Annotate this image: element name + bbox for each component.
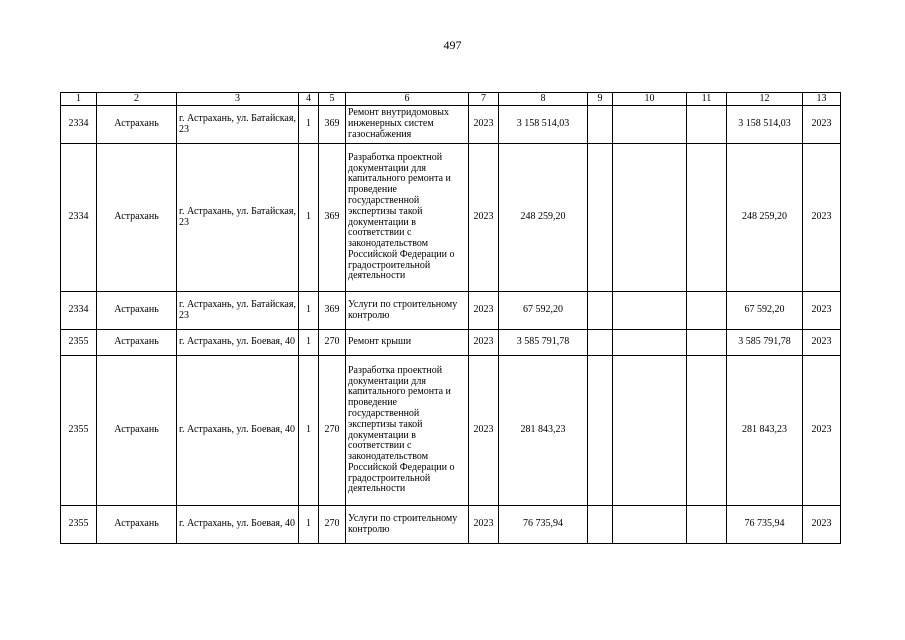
- cell-year-end: 2023: [803, 292, 841, 330]
- column-header: 8: [499, 93, 588, 106]
- table-row: [61, 506, 841, 544]
- cell-col10: [613, 144, 687, 292]
- cell-address: г. Астрахань, ул. Батайская, 23: [177, 144, 299, 292]
- table-row: [61, 356, 841, 506]
- cell-total: 281 843,23: [727, 356, 803, 506]
- column-header: 4: [299, 93, 319, 106]
- cell-amount: 248 259,20: [499, 144, 588, 292]
- cell-col10: [613, 356, 687, 506]
- cell-col9: [588, 356, 613, 506]
- cell-city: Астрахань: [97, 506, 177, 544]
- cell-total: 67 592,20: [727, 292, 803, 330]
- cell-city: Астрахань: [97, 292, 177, 330]
- cell-year: 2023: [469, 144, 499, 292]
- cell-work-type: Услуги по строительному контролю: [346, 506, 469, 544]
- cell-year: 2023: [469, 506, 499, 544]
- cell-city: Астрахань: [97, 106, 177, 144]
- column-header: 7: [469, 93, 499, 106]
- table-row: [61, 144, 841, 292]
- cell-col9: [588, 506, 613, 544]
- cell-work-type: Ремонт крыши: [346, 330, 469, 356]
- column-header: 11: [687, 93, 727, 106]
- cell-address: г. Астрахань, ул. Боевая, 40: [177, 356, 299, 506]
- column-header: 3: [177, 93, 299, 106]
- cell-col11: [687, 106, 727, 144]
- cell-address: г. Астрахань, ул. Батайская, 23: [177, 292, 299, 330]
- column-header: 9: [588, 93, 613, 106]
- cell-col10: [613, 292, 687, 330]
- cell-year: 2023: [469, 356, 499, 506]
- cell-amount: 281 843,23: [499, 356, 588, 506]
- cell-amount: 76 735,94: [499, 506, 588, 544]
- cell-year-end: 2023: [803, 144, 841, 292]
- cell-year-end: 2023: [803, 356, 841, 506]
- cell-col4: 1: [299, 144, 319, 292]
- cell-col5: 369: [319, 292, 346, 330]
- cell-address: г. Астрахань, ул. Боевая, 40: [177, 330, 299, 356]
- cell-id: 2334: [61, 106, 97, 144]
- cell-address: г. Астрахань, ул. Батайская, 23: [177, 106, 299, 144]
- cell-col10: [613, 106, 687, 144]
- cell-total: 76 735,94: [727, 506, 803, 544]
- cell-col5: 270: [319, 330, 346, 356]
- column-header: 1: [61, 93, 97, 106]
- cell-col4: 1: [299, 330, 319, 356]
- table-header-row: [61, 93, 841, 106]
- cell-year: 2023: [469, 106, 499, 144]
- cell-address: г. Астрахань, ул. Боевая, 40: [177, 506, 299, 544]
- cell-col11: [687, 292, 727, 330]
- cell-year: 2023: [469, 292, 499, 330]
- column-header: 13: [803, 93, 841, 106]
- column-header: 6: [346, 93, 469, 106]
- cell-year-end: 2023: [803, 106, 841, 144]
- column-header: 10: [613, 93, 687, 106]
- cell-work-type: Услуги по строительному контролю: [346, 292, 469, 330]
- cell-col11: [687, 506, 727, 544]
- cell-col11: [687, 330, 727, 356]
- cell-total: 248 259,20: [727, 144, 803, 292]
- cell-col4: 1: [299, 356, 319, 506]
- cell-col5: 369: [319, 144, 346, 292]
- cell-col5: 270: [319, 356, 346, 506]
- cell-year-end: 2023: [803, 330, 841, 356]
- cell-total: 3 158 514,03: [727, 106, 803, 144]
- column-header: 12: [727, 93, 803, 106]
- cell-id: 2355: [61, 356, 97, 506]
- cell-col11: [687, 356, 727, 506]
- page-number: 497: [443, 38, 462, 52]
- cell-year-end: 2023: [803, 506, 841, 544]
- cell-id: 2355: [61, 506, 97, 544]
- table-row: [61, 292, 841, 330]
- cell-col4: 1: [299, 292, 319, 330]
- cell-amount: 3 158 514,03: [499, 106, 588, 144]
- cell-col5: 369: [319, 106, 346, 144]
- table-row: [61, 330, 841, 356]
- cell-col9: [588, 292, 613, 330]
- cell-amount: 3 585 791,78: [499, 330, 588, 356]
- cell-id: 2334: [61, 144, 97, 292]
- cell-id: 2355: [61, 330, 97, 356]
- cell-work-type: Разработка проектной документации для капитального ремонта и проведение государственной экспертизы такой документации в соответствии с законодательством Российской Федерации о градостроительной деятельности: [346, 356, 469, 506]
- cell-work-type: Разработка проектной документации для капитального ремонта и проведение государственной экспертизы такой документации в соответствии с законодательством Российской Федерации о градостроительной деятельности: [346, 144, 469, 292]
- cell-city: Астрахань: [97, 330, 177, 356]
- cell-city: Астрахань: [97, 144, 177, 292]
- cell-col9: [588, 144, 613, 292]
- table-row: [61, 106, 841, 144]
- column-header: 2: [97, 93, 177, 106]
- cell-col4: 1: [299, 506, 319, 544]
- cell-year: 2023: [469, 330, 499, 356]
- cell-col11: [687, 144, 727, 292]
- cell-city: Астрахань: [97, 356, 177, 506]
- registry-table: [60, 92, 841, 544]
- column-header: 5: [319, 93, 346, 106]
- cell-col9: [588, 106, 613, 144]
- cell-col10: [613, 506, 687, 544]
- cell-amount: 67 592,20: [499, 292, 588, 330]
- cell-id: 2334: [61, 292, 97, 330]
- cell-work-type: Ремонт внутридомовых инженерных систем газоснабжения: [346, 106, 469, 144]
- cell-col10: [613, 330, 687, 356]
- cell-col4: 1: [299, 106, 319, 144]
- cell-col9: [588, 330, 613, 356]
- cell-col5: 270: [319, 506, 346, 544]
- cell-total: 3 585 791,78: [727, 330, 803, 356]
